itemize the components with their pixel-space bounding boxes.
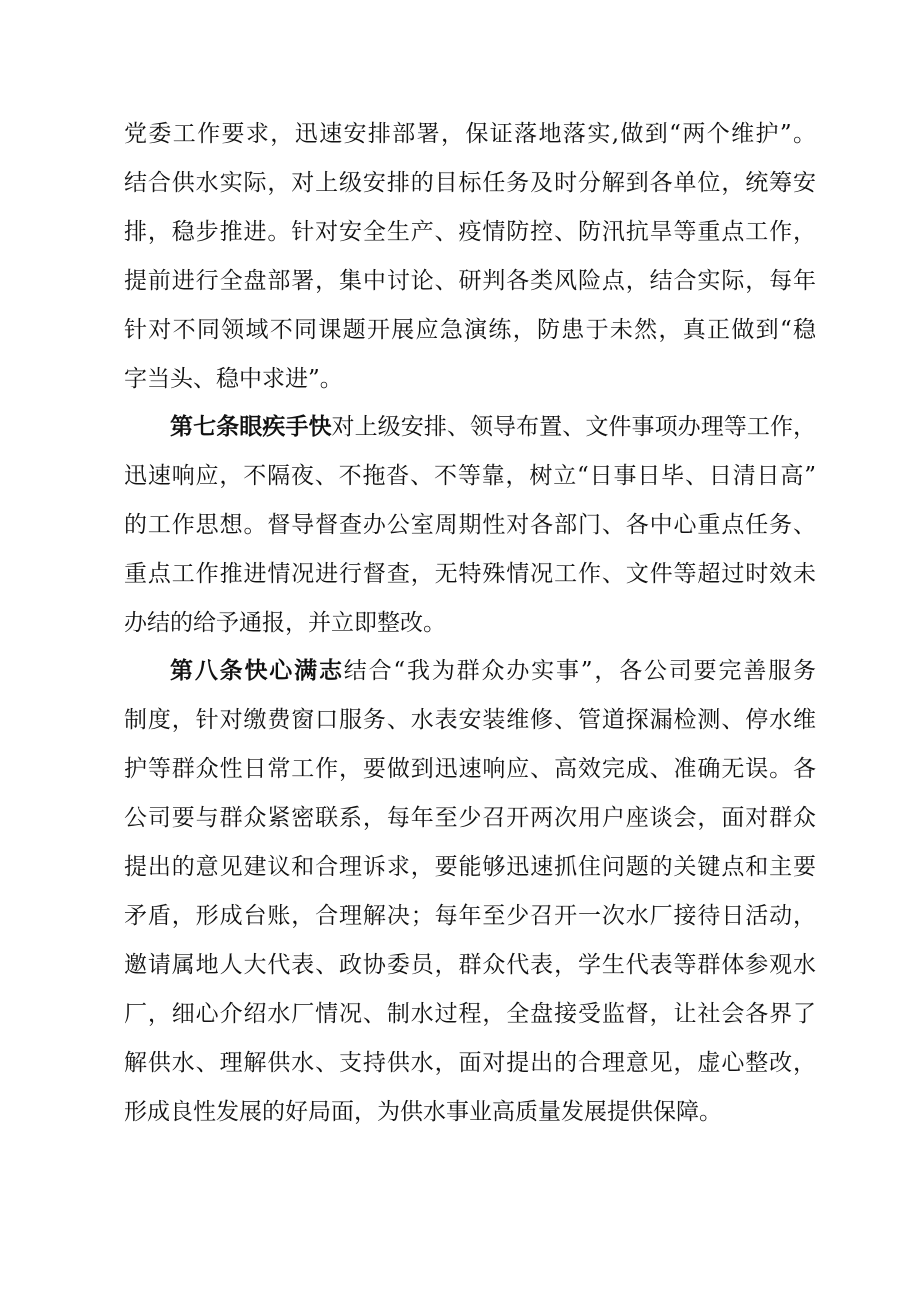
article-heading: 第八条快心满志 [170,657,344,684]
text-line: 解供水、理解供水、支持供水，面对提出的合理意见，虚心整改， [124,1050,816,1076]
text-line: 矛盾，形成台账，合理解决；每年至少召开一次水厂接待日活动， [124,903,816,929]
text-line: 结合供水实际，对上级安排的目标任务及时分解到各单位，统筹安 [124,170,816,196]
article-first-line-text: 对上级安排、领导布置、文件事项办理等工作， [331,414,817,440]
text-line: 邀请属地人大代表、政协委员，群众代表，学生代表等群体参观水 [124,952,816,978]
text-line: 形成良性发展的好局面，为供水事业高质量发展提供保障。 [124,1099,722,1125]
text-line: 提出的意见建议和合理诉求，要能够迅速抓住问题的关键点和主要 [124,854,816,880]
text-line: 党委工作要求，迅速安排部署，保证落地落实,做到“两个维护”。 [124,121,816,147]
text-line: 厂，细心介绍水厂情况、制水过程，全盘接受监督，让社会各界了 [124,1001,816,1027]
text-line: 制度，针对缴费窗口服务、水表安装维修、管道探漏检测、停水维 [124,707,816,733]
text-line: 重点工作推进情况进行督查，无特殊情况工作、文件等超过时效未 [124,561,816,587]
text-line: 办结的给予通报，并立即整改。 [124,610,446,636]
text-line: 针对不同领域不同课题开展应急演练，防患于未然，真正做到“稳 [124,317,816,343]
article-heading: 第七条眼疾手快 [170,413,332,440]
text-line [170,656,816,686]
text-line: 护等群众性日常工作，要做到迅速响应、高效完成、准确无误。各 [124,756,816,782]
text-line: 公司要与群众紧密联系，每年至少召开两次用户座谈会，面对群众 [124,805,816,831]
text-line: 的工作思想。督导督查办公室周期性对各部门、各中心重点任务、 [124,512,816,538]
text-line: 迅速响应，不隔夜、不拖沓、不等靠，树立“日事日毕、日清日高” [124,463,816,489]
text-line [170,412,816,442]
article-first-line-text: 结合“我为群众办实事”，各公司要完善服务 [343,658,816,684]
text-line: 字当头、稳中求进”。 [124,366,343,392]
text-line: 提前进行全盘部署，集中讨论、研判各类风险点，结合实际，每年 [124,268,816,294]
text-line: 排，稳步推进。针对安全生产、疫情防控、防汛抗旱等重点工作， [124,219,816,245]
